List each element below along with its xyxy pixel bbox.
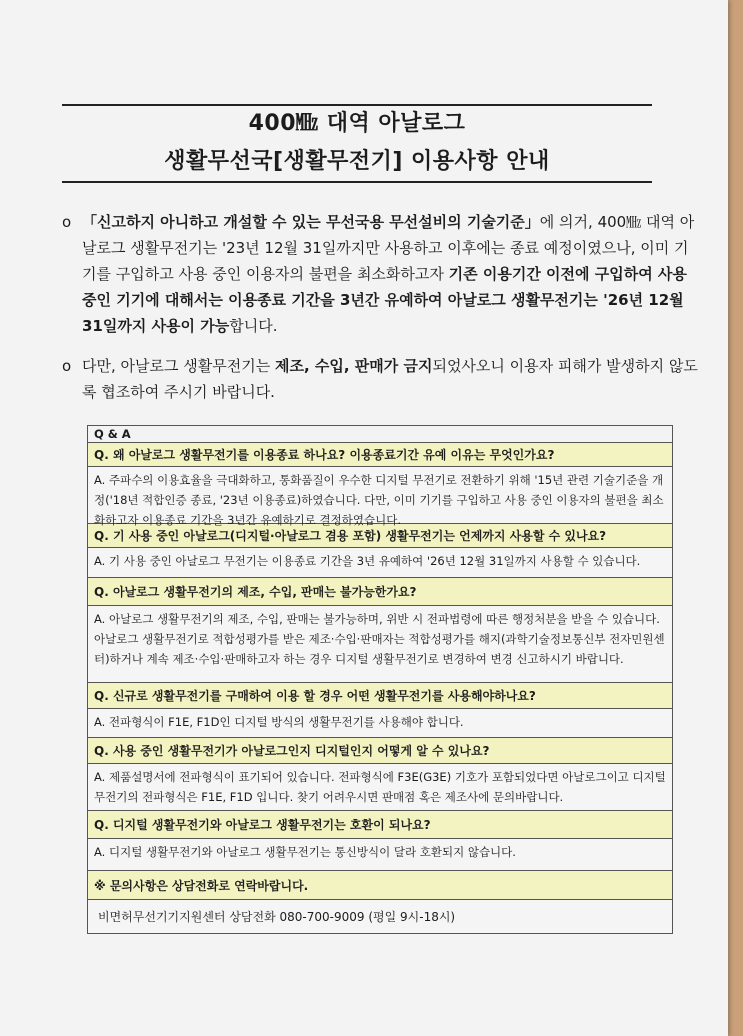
- intro-text-1: 에 의거, 400㎒ 대역 아날로그 생활무전기는 '23년 12월 31일까지만 사용하고 이후에는 종료 예정이였으나, 이미 기기를 구입하고 사용 중인 이용자의 불편을 최소화하고자: [82, 213, 695, 283]
- bullet-marker: ο: [62, 357, 72, 375]
- question-1: Q. 왜 아날로그 생활무전기를 이용종료 하나요? 이용종료기간 유예 이유는 무엇인가요?: [88, 443, 672, 467]
- intro-text-3: 다만, 아날로그 생활무전기는: [82, 357, 275, 375]
- intro-text-4: 되었사오니 이용자 피해가 발생하지 않도록 협조하여 주시기 바랍니다.: [82, 357, 698, 401]
- intro-highlight-1: 기존 이용기간 이전에 구입하여 사용 중인 기기에 대해서는 이용종료 기간을 3년간 유예하여 아날로그 생활무전기는 '26년 12월 31일까지 사용이 가능: [82, 265, 687, 335]
- answer-2: A. 기 사용 중인 아날로그 무전기는 이용종료 기간을 3년 유예하여 '26년 12월 31일까지 사용할 수 있습니다.: [88, 548, 672, 578]
- contact-notice: ※ 문의사항은 상담전화로 연락바랍니다.: [88, 871, 672, 900]
- answer-4: A. 전파형식이 F1E, F1D인 디지털 방식의 생활무전기를 사용해야 합니다.: [88, 709, 672, 738]
- question-5: Q. 사용 중인 생활무전기가 아날로그인지 디지털인지 어떻게 알 수 있나요?: [88, 738, 672, 764]
- answer-6: A. 디지털 생활무전기와 아날로그 생활무전기는 통신방식이 달라 호환되지 않습니다.: [88, 839, 672, 871]
- contact-info: 비면허무선기기지원센터 상담전화 080-700-9009 (평일 9시-18시): [88, 900, 672, 934]
- title-line-2: 생활무선국[생활무전기] 이용사항 안내: [164, 149, 550, 174]
- answer-3: A. 아날로그 생활무전기의 제조, 수입, 판매는 불가능하며, 위반 시 전파법령에 따른 행정처분을 받을 수 있습니다. 아날로그 생활무전기로 적합성평가를 받은 제조·수입·판매자는 적합성평가를 해지(과학기술정보통신부 전자민원센터)하거나 계속 제조·수입·판매하고자 하는 경우 디지털 생활무전기로 변경하여 변경 신고하시기 바랍니다.: [88, 606, 672, 683]
- bottom-rule: [62, 181, 652, 183]
- title-line-1: 400㎒ 대역 아날로그: [248, 111, 466, 136]
- question-4: Q. 신규로 생활무전기를 구매하여 이용 할 경우 어떤 생활무전기를 사용해야하나요?: [88, 683, 672, 709]
- question-2: Q. 기 사용 중인 아날로그(디지털·아날로그 겸용 포함) 생활무전기는 언제까지 사용할 수 있나요?: [88, 524, 672, 548]
- question-6: Q. 디지털 생활무전기와 아날로그 생활무전기는 호환이 되나요?: [88, 811, 672, 839]
- intro-highlight-2: 제조, 수입, 판매가 금지: [274, 357, 433, 375]
- intro-paragraph-1: [62, 209, 702, 339]
- standard-reference: 「신고하지 아니하고 개설할 수 있는 무선국용 무선설비의 기술기준」: [82, 213, 540, 231]
- intro-text-2: 합니다.: [229, 317, 278, 335]
- intro-paragraph-2: [62, 353, 702, 405]
- qa-header: Q & A: [88, 426, 672, 443]
- answer-1: A. 주파수의 이용효율을 극대화하고, 통화품질이 우수한 디지털 무전기로 전환하기 위해 '15년 관련 기술기준을 개정('18년 적합인증 종료, '23년 이용종료)하였습니다. 다만, 이미 기기를 구입하고 사용 중인 이용자의 불편을 최소화하고자 이용종료 기간을 3년간 유예하기로 결정하였습니다.: [88, 467, 672, 524]
- qa-box: [87, 425, 673, 934]
- question-3: Q. 아날로그 생활무전기의 제조, 수입, 판매는 불가능한가요?: [88, 578, 672, 606]
- answer-5: A. 제품설명서에 전파형식이 표기되어 있습니다. 전파형식에 F3E(G3E) 기호가 포함되었다면 아날로그이고 디지털 무전기의 전파형식은 F1E, F1D 입니다. 찾기 어려우시면 판매점 혹은 제조사에 문의바랍니다.: [88, 764, 672, 811]
- bullet-marker: ο: [62, 213, 72, 231]
